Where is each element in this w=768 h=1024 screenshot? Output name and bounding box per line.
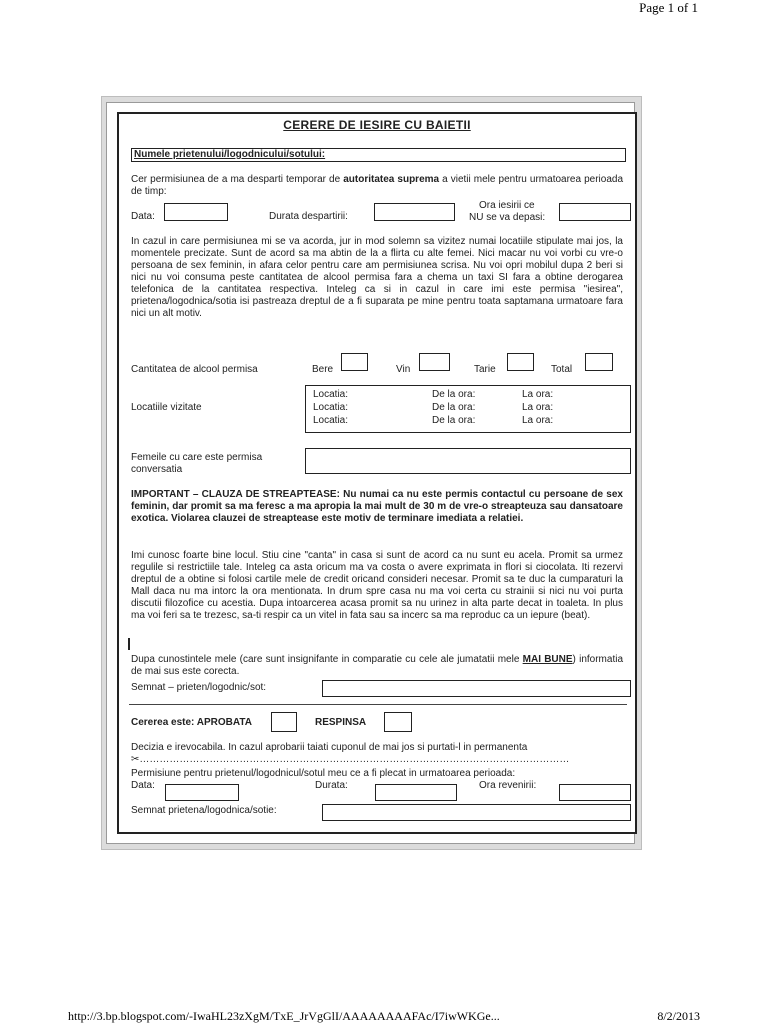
striptease-clause: IMPORTANT – CLAUZA DE STREAPTEASE: Nu numai ca nu este permis contactul cu persoane de sex feminin, dar promit sa ma feresc a ma apropia la mai mult de 30 m de vre-o streapteuza sau dansatoare exotica. Violarea clauzei de streaptease este motiv de terminare imediata a relatiei. [131,489,623,524]
exit-hour-label-2: NU se va depasi: [469,212,546,223]
request-is-label: Cererea este: APROBATA [131,717,252,728]
strong-label: Tarie [474,364,496,375]
duration-box[interactable] [374,203,455,221]
date-label: Data: [131,211,155,222]
to-hour-label: La ora: [522,415,554,426]
decision-text: Decizia e irevocabila. In cazul aprobarii taiati cuponul de mai jos si purtati-l in permanenta [131,742,528,753]
exit-hour-label-1: Ora iesirii ce [479,200,535,211]
beer-box[interactable] [341,353,368,371]
section-divider [129,704,627,705]
exit-hour-box[interactable] [559,203,631,221]
oath-paragraph: In cazul in care permisiunea mi se va acorda, jur in mod solemn sa vizitez numai locatiile stipulate mai jos, la momentele precizate. Sunt de acord sa ma abtin de la a flirta cu alte femei. Nici macar nu voi vorbi cu vre-o persoana de sex feminin, in afara celor pentru care am permisiunea scrisa. Nu voi opri mobilul dupa 2 beri si nici nu voi consuma peste cantitatea de alcool permisa fara a chema un taxi SI fara a obtine derogarea telefonica de la cantitatea respectiva. Inteleg ca si in cazul in care imi este permisa "iesirea", prietena/logodnica/sotia isi pastreaza dreptul de a fi suparata pe mine pentru toata saptamana urmatoare fara nici un alt motiv. [131,236,623,319]
rules-paragraph: Imi cunosc foarte bine locul. Stiu cine "canta" in casa si sunt de acord ca nu sunt eu acela. Promit sa urmez regulile si restrictiile tale. Inteleg ca asta oricum ma va costa o avere exprimata in flori si ciocolata. Iti rezervi dreptul de a obtine si folosi cartile mele de credit oricand consideri necesar. Promit sa te duc la cumparaturi la Mall daca nu ma intorc la ora mentionata. In drum spre casa nu ma voi certa cu strainii si nici nu voi purta discutii filozofice cu acestia. Dupa intoarcerea acasa promit sa nu urinez in alta parte decat in toaleta. In plus ma voi feri sa te trezesc, sa-ti respir ca un vitel in fata sau sa incerc sa ma reproduc ca un iepure (beat). [131,550,623,621]
to-hour-label: La ora: [522,389,554,400]
to-hour-label: La ora: [522,402,554,413]
cut-line: ✂………………………………………………………………………………………………………………… [131,754,570,765]
name-field[interactable]: Numele prietenului/logodnicului/sotului: [131,148,626,162]
request-intro-text-end: a vietii mele pentru urmatoarea perioada de timp: [131,174,624,197]
from-hour-label: De la ora: [432,389,476,400]
coupon-return-label: Ora revenirii: [479,780,537,791]
rejected-label: RESPINSA [315,717,367,728]
request-form [117,112,637,834]
request-intro [131,174,623,198]
total-box[interactable] [585,353,613,371]
request-intro-emphasis: autoritatea suprema [343,174,440,185]
women-label-2: conversatia [131,464,183,475]
signed-her-box[interactable] [322,804,631,821]
coupon-permission: Permisiune pentru prietenul/logodnicul/sotul meu ce a fi plecat in urmatoarea perioada: [131,768,516,779]
rejected-box[interactable] [384,712,412,732]
locations-box[interactable] [305,385,631,433]
signed-her-label: Semnat prietena/logodnica/sotie: [131,805,277,816]
signed-him-box[interactable] [322,680,631,697]
locations-label: Locatiile vizitate [131,402,202,413]
coupon-return-box[interactable] [559,784,631,801]
from-hour-label: De la ora: [432,402,476,413]
request-intro-text: Cer permisiunea de a ma desparti temporar de [131,174,341,185]
knowledge-text-end: ) informatia de mai sus este corecta. [131,654,624,677]
coupon-duration-box[interactable] [375,784,457,801]
location-label: Locatia: [313,415,349,426]
alcohol-label: Cantitatea de alcool permisa [131,364,258,375]
from-hour-label: De la ora: [432,415,476,426]
coupon-duration-label: Durata: [315,780,348,791]
signed-him-label: Semnat – prieten/logodnic/sot: [131,682,267,693]
wine-box[interactable] [419,353,450,371]
location-label: Locatia: [313,389,349,400]
approved-box[interactable] [271,712,297,732]
knowledge-emphasis: MAI BUNE [522,654,573,665]
total-label: Total [551,364,573,375]
knowledge-text: Dupa cunostintele mele (care sunt insignifante in comparatie cu cele ale jumatatii mele [131,654,520,665]
form-title: CERERE DE IESIRE CU BAIETII [283,118,471,132]
page-indicator: Page 1 of 1 [639,0,698,15]
strong-box[interactable] [507,353,534,371]
location-label: Locatia: [313,402,349,413]
beer-label: Bere [312,364,334,375]
print-date: 8/2/2013 [657,1009,700,1023]
date-box[interactable] [164,203,228,221]
coupon-date-label: Data: [131,780,155,791]
text-cursor [128,638,130,650]
wine-label: Vin [396,364,411,375]
coupon-date-box[interactable] [165,784,239,801]
knowledge-statement [131,654,623,678]
women-box[interactable] [305,448,631,474]
duration-label: Durata despartirii: [269,211,348,222]
women-label-1: Femeile cu care este permisa [131,452,263,463]
page-url[interactable]: http://3.bp.blogspot.com/-IwaHL23zXgM/TxE_JrVgGlI/AAAAAAAAFAc/I7iwWKGe... [68,1009,500,1023]
